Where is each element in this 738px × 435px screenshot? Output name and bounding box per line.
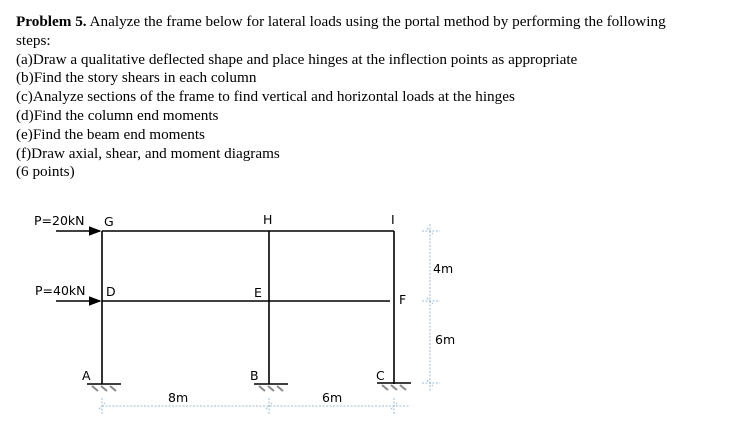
horizontal-dimension <box>99 398 410 414</box>
step-b: (b)Find the story shears in each column <box>16 69 257 87</box>
problem-intro: Analyze the frame below for lateral loads using the portal method by performing the following <box>86 13 666 30</box>
step-a: (a)Draw a qualitative deflected shape and place hinges at the inflection points as appropriate <box>16 50 578 68</box>
step-e: (e)Find the beam end moments <box>16 125 205 143</box>
node-label-h: H <box>263 212 273 227</box>
step-f: (f)Draw axial, shear, and moment diagrams <box>16 144 280 162</box>
load-label-d: P=40kN <box>35 283 86 298</box>
node-label-f: F <box>399 292 407 307</box>
problem-title: Problem 5. <box>16 13 87 30</box>
dimension-story-top: 4m <box>433 261 454 276</box>
node-label-d: D <box>106 284 116 299</box>
dimension-bay2: 6m <box>322 390 343 405</box>
fixed-support-b-icon <box>254 384 288 391</box>
fixed-support-c-icon <box>377 383 411 390</box>
node-label-e: E <box>254 285 262 300</box>
step-d: (d)Find the column end moments <box>16 106 219 124</box>
points: (6 points) <box>16 163 75 181</box>
node-label-b: B <box>250 368 259 383</box>
node-label-g: G <box>104 214 114 229</box>
problem-intro-cont: steps: <box>16 31 51 49</box>
vertical-dimension <box>422 224 440 392</box>
dimension-bay1: 8m <box>168 390 189 405</box>
load-label-g: P=20kN <box>34 213 85 228</box>
step-c: (c)Analyze sections of the frame to find vertical and horizontal loads at the hinges <box>16 88 515 106</box>
dimension-story-bottom: 6m <box>435 332 456 347</box>
node-label-a: A <box>82 368 91 383</box>
node-label-i: I <box>391 212 395 227</box>
fixed-support-a-icon <box>87 384 121 391</box>
node-label-c: C <box>376 368 385 383</box>
